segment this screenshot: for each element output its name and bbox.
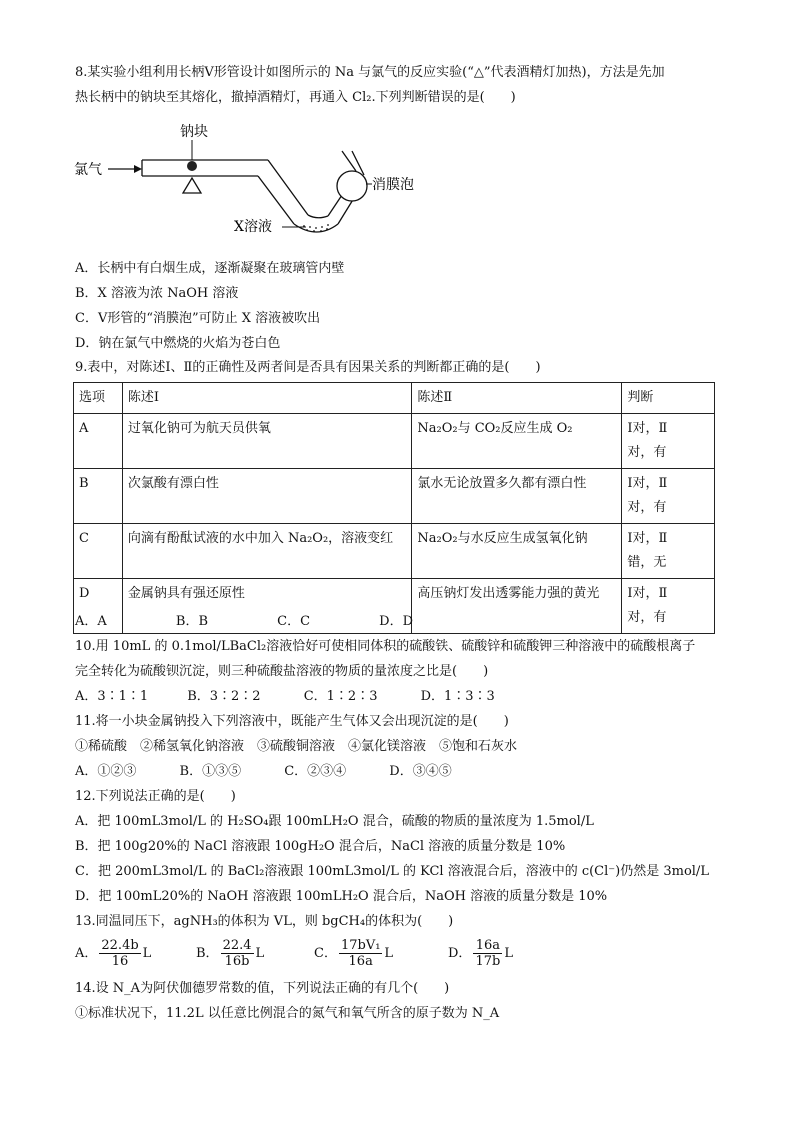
fraction: [339, 938, 382, 969]
label-sodium: 钠块: [180, 124, 208, 140]
chlorine-arrow-head: [134, 165, 142, 173]
numerator: 22.4: [222, 938, 252, 953]
table-row: [74, 469, 715, 524]
numerator: 17bV₁: [340, 938, 381, 953]
cell-statement-2: Na₂O₂与水反应生成氢氧化钠: [412, 524, 622, 579]
sodium-block: [187, 161, 197, 171]
numerator: 16a: [473, 938, 502, 954]
option-prefix: C．: [314, 946, 337, 961]
judgement-line2: 对，有: [627, 445, 667, 460]
q9-table: [73, 382, 715, 634]
numerator: 22.4b: [101, 938, 139, 953]
cell-statement-2: 氯水无论放置多久都有漂白性: [412, 469, 622, 524]
fraction: [99, 938, 140, 969]
header-option: 选项: [74, 383, 123, 414]
q8-option-b: B．X 溶液为浓 NaOH 溶液: [75, 286, 239, 301]
q8-option-c: C．Ⅴ形管的“消膜泡”可防止 X 溶液被吹出: [75, 311, 321, 326]
q14-stem: 14.设 N_A为阿伏伽德罗常数的值，下列说法正确的有几个( ): [75, 981, 450, 996]
judgement-line1: Ⅰ对，Ⅱ: [627, 421, 668, 436]
cell-option: D: [74, 579, 123, 634]
header-judgement: 判断: [622, 383, 715, 414]
judgement-line2: 对，有: [627, 500, 667, 515]
q12-option-b: B．把 100g20%的 NaCl 溶液跟 100gH₂O 混合后，NaCl 溶液的质量分数是 10%: [75, 839, 566, 854]
tube-descent-outer: [268, 160, 308, 215]
judgement-line1: Ⅰ对，Ⅱ: [627, 531, 668, 546]
bubble-bulb: [337, 171, 367, 201]
judgement-line2: 对，有: [627, 610, 667, 625]
unit: L: [255, 946, 265, 961]
label-solution: X溶液: [234, 219, 272, 235]
q11-stem: 11.将一小块金属钠投入下列溶液中，既能产生气体又会出现沉淀的是( ): [75, 714, 509, 729]
denominator: 17b: [475, 954, 501, 969]
q13-option-c: [314, 938, 393, 969]
denominator: 16: [111, 954, 129, 969]
header-statement-1: 陈述Ⅰ: [122, 383, 412, 414]
cell-option: B: [74, 469, 123, 524]
cell-statement-1: 次氯酸有漂白性: [122, 469, 412, 524]
q13-option-b: [196, 938, 264, 969]
table-row: [74, 414, 715, 469]
q10-options: A．3∶1∶1 B．3∶2∶2 C．1∶2∶3 D．1∶3∶3: [75, 689, 495, 704]
header-statement-2: 陈述Ⅱ: [412, 383, 622, 414]
cell-option: C: [74, 524, 123, 579]
q12-stem: 12.下列说法正确的是( ): [75, 789, 236, 804]
cell-option: A: [74, 414, 123, 469]
q8-stem-line2: 热长柄中的钠块至其熔化，撤掉酒精灯，再通入 Cl₂.下列判断错误的是( ): [75, 90, 516, 105]
judgement-line1: Ⅰ对，Ⅱ: [627, 586, 668, 601]
cell-judgement: [622, 579, 715, 634]
unit: L: [142, 946, 152, 961]
alcohol-lamp-triangle: [183, 178, 201, 193]
q12-option-a: A．把 100mL3mol/L 的 H₂SO₄跟 100mLH₂O 混合，硫酸的物质的量浓度为 1.5mol/L: [75, 814, 594, 829]
option-prefix: A．: [75, 946, 98, 961]
unit: L: [384, 946, 394, 961]
table-header-row: [74, 383, 715, 414]
q12-option-c: C．把 200mL3mol/L 的 BaCl₂溶液跟 100mL3mol/L 的 KCl 溶液混合后，溶液中的 c(Cl⁻)仍然是 3mol/L: [75, 864, 709, 879]
fraction: [473, 938, 502, 969]
q9-answer-options: A．A B．B C．C D．D: [75, 614, 414, 629]
q12-option-d: D．把 100mL20%的 NaOH 溶液跟 100mLH₂O 混合后，NaOH 溶液的质量分数是 10%: [75, 889, 608, 904]
q8-stem-line1: 8.某实验小组利用长柄Ⅴ形管设计如图所示的 Na 与氯气的反应实验(“△”代表酒精灯加热)，方法是先加: [75, 65, 665, 80]
q8-option-a: A．长柄中有白烟生成，逐渐凝聚在玻璃管内壁: [75, 261, 345, 276]
fraction: [221, 938, 254, 969]
cell-statement-2: Na₂O₂与 CO₂反应生成 O₂: [412, 414, 622, 469]
q8-option-d: D．钠在氯气中燃烧的火焰为苍白色: [75, 336, 281, 351]
q13-option-a: [75, 938, 151, 969]
q10-stem-line2: 完全转化为硫酸钡沉淀，则三种硫酸盐溶液的物质的量浓度之比是( ): [75, 664, 489, 679]
label-bubble: 消膜泡: [372, 177, 414, 193]
cell-statement-1: 向滴有酚酞试液的水中加入 Na₂O₂，溶液变红: [122, 524, 412, 579]
judgement-line1: Ⅰ对，Ⅱ: [627, 476, 668, 491]
denominator: 16a: [348, 954, 373, 969]
cell-judgement: [622, 414, 715, 469]
denominator: 16b: [224, 954, 250, 969]
q11-options: A．①②③ B．①③⑤ C．②③④ D．③④⑤: [75, 764, 452, 779]
cell-statement-1: 金属钠具有强还原性: [122, 579, 412, 634]
v-tube-apparatus-diagram: [72, 118, 492, 248]
cell-statement-1: 过氧化钠可为航天员供氧: [122, 414, 412, 469]
q13-option-d: [448, 938, 513, 969]
tube-u-inner: [308, 215, 328, 218]
q10-stem-line1: 10.用 10mL 的 0.1mol/LBaCl₂溶液恰好可使相同体积的硫酸铁、硫酸锌和硫酸钾三种溶液中的硫酸根离子: [75, 639, 696, 654]
cell-judgement: [622, 469, 715, 524]
q9-stem: 9.表中，对陈述Ⅰ、Ⅱ的正确性及两者间是否具有因果关系的判断都正确的是( ): [75, 360, 541, 375]
cell-judgement: [622, 524, 715, 579]
judgement-line2: 错，无: [627, 555, 667, 570]
option-prefix: D．: [448, 946, 472, 961]
option-prefix: B．: [196, 946, 219, 961]
q14-item-1: ①标准状况下，11.2L 以任意比例混合的氮气和氧气所含的原子数为 N_A: [75, 1006, 500, 1021]
table-row: [74, 524, 715, 579]
q13-stem: 13.同温同压下，agNH₃的体积为 VL，则 bgCH₄的体积为( ): [75, 914, 454, 929]
unit: L: [504, 946, 513, 961]
tube-rise-outer: [338, 198, 354, 224]
cell-statement-2: 高压钠灯发出透雾能力强的黄光: [412, 579, 622, 634]
label-chlorine: 氯气: [74, 162, 102, 178]
tube-descent-inner: [258, 176, 294, 224]
q11-items: ①稀硫酸 ②稀氢氧化钠溶液 ③硫酸铜溶液 ④氯化镁溶液 ⑤饱和石灰水: [75, 739, 518, 754]
